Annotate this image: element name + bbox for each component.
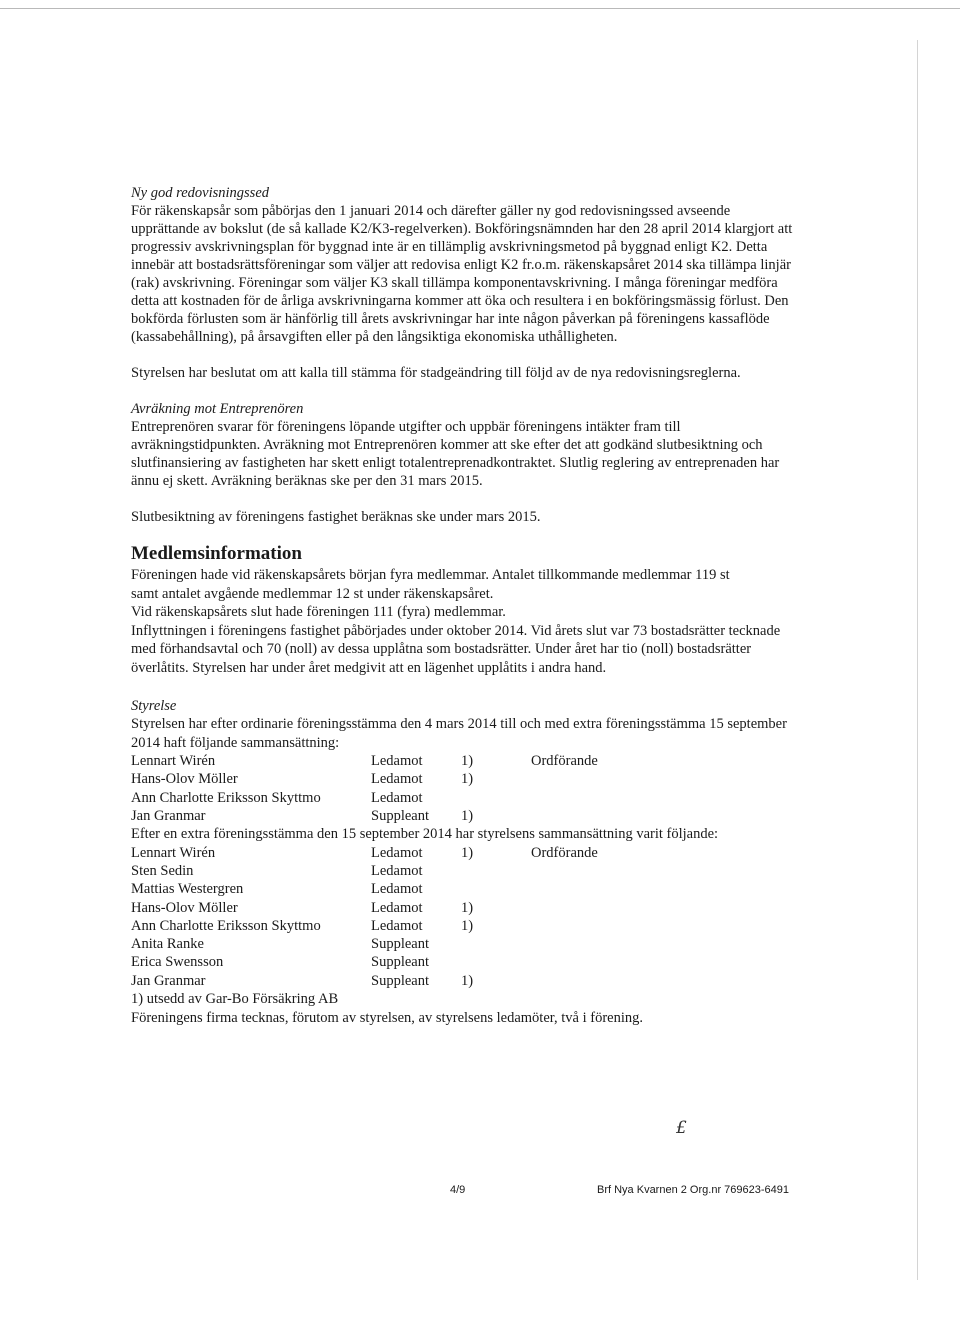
styrelse-intro-2: Efter en extra föreningsstämma den 15 september 2014 har styrelsens sammansättning varit följande:: [131, 826, 719, 843]
member-title: [531, 972, 651, 990]
board-member-row: [131, 789, 801, 807]
inflyttning-paragraph: Inflyttningen i föreningens fastighet påbörjades under oktober 2014. Vid årets slut var 73 bostadsrätter tecknade med förhandsavtal och 70 (noll) av dessa upplåtna som bostadsrätter. Under året har tio (noll) bostadsrätter överlåtits. Styrelsen har under året medgivit att en lägenhet upplåtits i andra hand.: [131, 622, 781, 676]
member-title: [531, 862, 651, 880]
member-title: [531, 789, 651, 807]
member-name: Jan Granmar: [131, 972, 206, 989]
member-note: 1): [461, 917, 474, 934]
member-name: Mattias Westergren: [131, 881, 244, 898]
member-note: [461, 862, 531, 880]
board-footnote: 1) utsedd av Gar-Bo Försäkring AB: [131, 991, 339, 1008]
member-role: Ledamot: [371, 753, 423, 769]
member-role: Ledamot: [371, 899, 423, 916]
member-role: Suppleant: [371, 807, 429, 824]
board-member-row: [131, 770, 801, 788]
document-body: [131, 184, 801, 1027]
member-name: Ann Charlotte Eriksson Skyttmo: [131, 789, 321, 806]
section-heading-avrakning: Avräkning mot Entreprenören: [131, 401, 304, 417]
member-title: Ordförande: [531, 753, 598, 769]
board-member-row: [131, 862, 801, 880]
board-table-1: [131, 752, 801, 825]
board-member-row: [131, 917, 801, 935]
medlem-line-1: Föreningen hade vid räkenskapsårets början fyra medlemmar. Antalet tillkommande medlemmar 119 st: [131, 567, 730, 583]
member-title: [531, 953, 651, 971]
member-role: Ledamot: [371, 862, 423, 879]
section-heading-medlemsinformation: Medlemsinformation: [131, 543, 302, 564]
top-edge-rule: [0, 8, 960, 9]
member-name: Hans-Olov Möller: [131, 771, 238, 788]
member-role: Ledamot: [371, 917, 423, 934]
member-name: Hans-Olov Möller: [131, 899, 238, 916]
member-role: Ledamot: [371, 844, 423, 861]
member-name: Jan Granmar: [131, 807, 206, 824]
slutbesiktning-paragraph: Slutbesiktning av föreningens fastighet beräknas ske under mars 2015.: [131, 509, 541, 525]
styrelse-intro-1: Styrelsen har efter ordinarie föreningsstämma den 4 mars 2014 till och med extra föreningsstämma 15 september 2014 haft följande sammansättning:: [131, 716, 787, 751]
member-note: 1): [461, 753, 474, 769]
medlem-line-3: Vid räkenskapsårets slut hade föreningen 111 (fyra) medlemmar.: [131, 604, 506, 620]
member-name: Lennart Wirén: [131, 753, 216, 769]
member-note: [461, 789, 531, 807]
right-margin-rule: [917, 40, 918, 1280]
page-number: 4/9: [450, 1184, 466, 1196]
member-role: Suppleant: [371, 954, 429, 971]
section-heading-redovisningssed: Ny god redovisningssed: [131, 185, 270, 201]
member-role: Ledamot: [371, 881, 423, 898]
member-note: 1): [461, 899, 474, 916]
firma-paragraph: Föreningens firma tecknas, förutom av styrelsen, av styrelsens ledamöter, två i förening.: [131, 1009, 644, 1026]
signature-initial: £: [676, 1118, 687, 1138]
stadgeandring-paragraph: Styrelsen har beslutat om att kalla till stämma för stadgeändring till följd av de nya redovisningsreglerna.: [131, 365, 741, 381]
member-note: 1): [461, 771, 474, 788]
redovisningssed-paragraph: För räkenskapsår som påbörjas den 1 januari 2014 och därefter gäller ny god redovisningssed avseende upprättande av bokslut (de så kallade K2/K3-regelverken). Bokföringsnämnden har den 28 april 2014 klargjort att progressiv avskrivningsplan för byggnad inte är en tillämplig avskrivningsmetod på byggnad enligt K2. Detta innebär att bostadsrättsföreningar som väljer att redovisa enligt K2 fr.o.m. räkenskapsåret 2014 ska tillämpa linjär (rak) avskrivning. Föreningar som väljer K3 skall tillämpa komponentavskrivning. I många föreningar medföra detta att kostnaden för de årliga avskrivningarna kommer att öka och resultera i en bokföringsmässig förlust. Den bokförda förlusten som är hänförlig till årets avskrivningar har inte någon påverkan på föreningens kassaflöde (kassabehållning), på årsavgiften eller på den långsiktiga ekonomiska uthålligheten.: [131, 203, 793, 345]
member-note: 1): [461, 807, 474, 824]
board-member-row: [131, 752, 801, 770]
board-member-row: [131, 880, 801, 898]
member-name: Erica Swensson: [131, 954, 224, 971]
member-name: Lennart Wirén: [131, 844, 216, 861]
member-note: [461, 953, 531, 971]
organization-number: Brf Nya Kvarnen 2 Org.nr 769623-6491: [597, 1184, 790, 1196]
section-heading-styrelse: Styrelse: [131, 698, 177, 714]
member-title: [531, 807, 651, 825]
member-note: [461, 880, 531, 898]
member-title: [531, 935, 651, 953]
member-note: 1): [461, 844, 474, 861]
member-title: [531, 880, 651, 898]
board-member-row: [131, 899, 801, 917]
member-note: 1): [461, 972, 474, 989]
member-title: [531, 770, 651, 788]
member-name: Anita Ranke: [131, 936, 204, 953]
member-title: Ordförande: [531, 844, 598, 861]
board-member-row: [131, 844, 801, 862]
avrakning-paragraph: Entreprenören svarar för föreningens löpande utgifter och uppbär föreningens intäkter fram till avräkningstidpunkten. Avräkning mot Entreprenören kommer att ske efter det att godkänd slutbesiktning och slutfinansiering av fastigheten har skett enligt totalentreprenadkontraktet. Slutlig reglering av entreprenaden har ännu ej skett. Avräkning beräknas ske per den 31 mars 2015.: [131, 419, 780, 489]
member-name: Ann Charlotte Eriksson Skyttmo: [131, 917, 321, 934]
member-role: Ledamot: [371, 789, 423, 806]
board-member-row: [131, 807, 801, 825]
member-name: Sten Sedin: [131, 862, 194, 879]
board-member-row: [131, 935, 801, 953]
member-title: [531, 899, 651, 917]
member-role: Ledamot: [371, 771, 423, 788]
medlem-line-2: samt antalet avgående medlemmar 12 st under räkenskapsåret.: [131, 585, 494, 602]
member-role: Suppleant: [371, 972, 429, 989]
board-member-row: [131, 972, 801, 990]
board-member-row: [131, 953, 801, 971]
member-note: [461, 935, 531, 953]
member-role: Suppleant: [371, 936, 429, 953]
board-table-2: [131, 844, 801, 990]
member-title: [531, 917, 651, 935]
